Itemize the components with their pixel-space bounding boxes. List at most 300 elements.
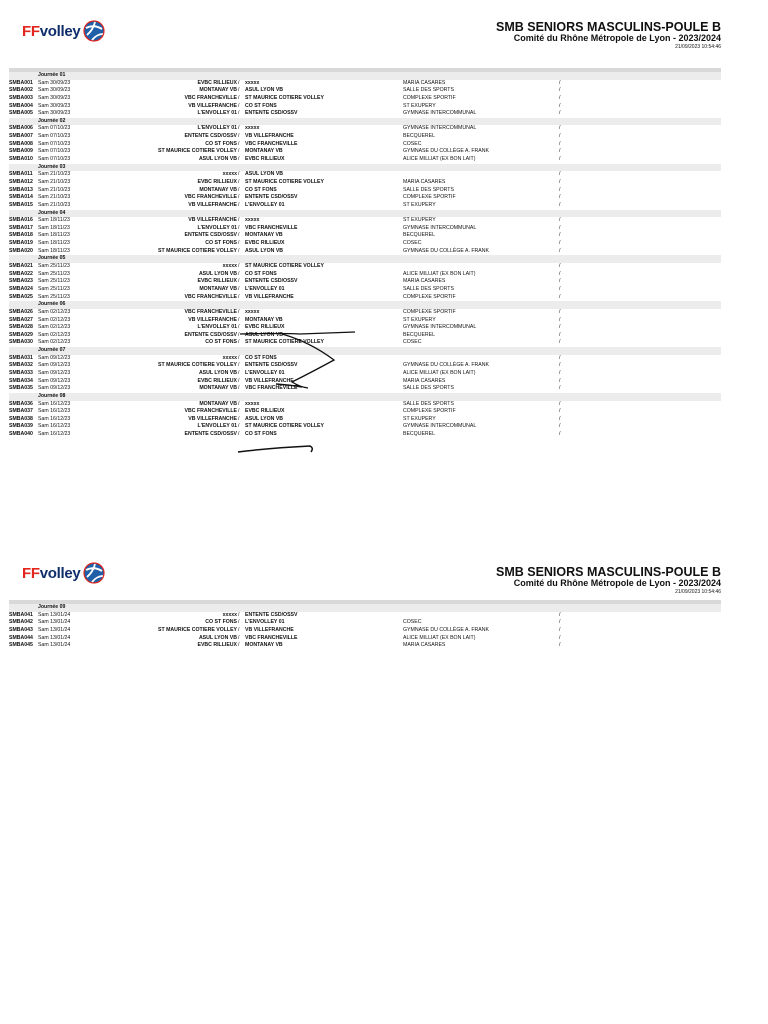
result-cell: / <box>559 369 561 376</box>
venue: GYMNASE INTERCOMMUNAL <box>403 224 477 231</box>
match-code: SMBA027 <box>9 316 33 323</box>
result-cell: / <box>559 285 561 292</box>
away-team: EVBC RILLIEUX <box>245 156 285 163</box>
team-separator: / <box>238 194 240 201</box>
match-code: SMBA041 <box>9 611 33 618</box>
team-separator: / <box>238 611 240 618</box>
away-team: ENTENTE CSD/OSSV <box>245 194 298 201</box>
away-team: ENTENTE CSD/OSSV <box>245 362 298 369</box>
team-separator: / <box>238 324 240 331</box>
away-team: CO ST FONS <box>245 102 277 109</box>
home-team: EVBC RILLIEUX <box>197 79 237 86</box>
result-cell: / <box>559 217 561 224</box>
venue: MARIA CASARES <box>403 377 446 384</box>
match-date: Sam 30/09/23 <box>38 87 71 94</box>
result-cell: / <box>559 186 561 193</box>
match-row <box>9 362 721 370</box>
match-row <box>9 408 721 416</box>
match-row <box>9 619 721 627</box>
venue: GYMNASE INTERCOMMUNAL <box>403 324 477 331</box>
home-team: MONTANAY VB <box>199 186 237 193</box>
team-separator: / <box>238 247 240 254</box>
match-date: Sam 18/11/23 <box>38 247 70 254</box>
venue: BECQUEREL <box>403 331 435 338</box>
match-code: SMBA039 <box>9 423 33 430</box>
match-row <box>9 423 721 431</box>
match-code: SMBA016 <box>9 217 33 224</box>
team-separator: / <box>238 156 240 163</box>
away-team: CO ST FONS <box>245 186 277 193</box>
result-cell: / <box>559 110 561 117</box>
away-team: L'ENVOLLEY 01 <box>245 201 285 208</box>
match-code: SMBA030 <box>9 339 33 346</box>
match-row <box>9 370 721 378</box>
result-cell: / <box>559 619 561 626</box>
match-code: SMBA028 <box>9 324 33 331</box>
ffvolley-logo: FFvolley <box>22 20 105 42</box>
home-team: xxxxx <box>222 611 237 618</box>
match-code: SMBA014 <box>9 194 33 201</box>
team-separator: / <box>238 642 240 649</box>
page-title: SMB SENIORS MASCULINS-POULE B <box>495 20 721 34</box>
home-team: MONTANAY VB <box>199 400 237 407</box>
match-row <box>9 87 721 95</box>
result-cell: / <box>559 194 561 201</box>
page-title: SMB SENIORS MASCULINS-POULE B <box>495 565 721 579</box>
match-date: Sam 09/12/23 <box>38 385 71 392</box>
result-cell: / <box>559 362 561 369</box>
result-cell: / <box>559 339 561 346</box>
team-separator: / <box>238 125 240 132</box>
match-code: SMBA015 <box>9 201 33 208</box>
team-separator: / <box>238 140 240 147</box>
venue: SALLE DES SPORTS <box>403 385 454 392</box>
result-cell: / <box>559 133 561 140</box>
away-team: VBC FRANCHEVILLE <box>245 634 298 641</box>
match-row <box>9 416 721 424</box>
match-date: Sam 25/11/23 <box>38 293 70 300</box>
venue: COMPLEXE SPORTIF <box>403 408 456 415</box>
journee-header <box>9 72 721 80</box>
result-cell: / <box>559 385 561 392</box>
home-team: xxxxx <box>222 263 237 270</box>
home-team: L'ENVOLLEY 01 <box>197 224 237 231</box>
match-date: Sam 02/12/23 <box>38 324 71 331</box>
match-code: SMBA036 <box>9 400 33 407</box>
result-cell: / <box>559 408 561 415</box>
away-team: VBC FRANCHEVILLE <box>245 224 298 231</box>
result-cell: / <box>559 377 561 384</box>
match-date: Sam 25/11/23 <box>38 270 70 277</box>
match-row <box>9 642 721 650</box>
result-cell: / <box>559 293 561 300</box>
team-separator: / <box>238 308 240 315</box>
match-row <box>9 263 721 271</box>
venue: COSEC <box>403 339 422 346</box>
journee-label: Journée 07 <box>38 347 66 354</box>
match-code: SMBA006 <box>9 125 33 132</box>
team-separator: / <box>238 232 240 239</box>
result-cell: / <box>559 263 561 270</box>
match-row <box>9 80 721 88</box>
result-cell: / <box>559 140 561 147</box>
match-date: Sam 13/01/24 <box>38 611 71 618</box>
result-cell: / <box>559 278 561 285</box>
journee-header <box>9 604 721 612</box>
away-team: EVBC RILLIEUX <box>245 408 285 415</box>
match-code: SMBA020 <box>9 247 33 254</box>
journee-label: Journée 08 <box>38 392 66 399</box>
result-cell: / <box>559 400 561 407</box>
away-team: MONTANAY VB <box>245 148 283 155</box>
venue: GYMNASE INTERCOMMUNAL <box>403 125 477 132</box>
away-team: VB VILLEFRANCHE <box>245 377 294 384</box>
away-team: ST MAURICE COTIERE VOLLEY <box>245 423 324 430</box>
team-separator: / <box>238 217 240 224</box>
venue: GYMNASE DU COLLÈGE A. FRANK <box>403 626 489 633</box>
match-code: SMBA043 <box>9 626 33 633</box>
team-separator: / <box>238 171 240 178</box>
home-team: VB VILLEFRANCHE <box>188 102 237 109</box>
home-team: ASUL LYON VB <box>198 634 237 641</box>
away-team: ASUL LYON VB <box>245 415 284 422</box>
result-cell: / <box>559 178 561 185</box>
result-cell: / <box>559 201 561 208</box>
away-team: VB VILLEFRANCHE <box>245 293 294 300</box>
match-date: Sam 30/09/23 <box>38 94 71 101</box>
result-cell: / <box>559 87 561 94</box>
generation-date: 21/09/2023 10:54:46 <box>675 589 721 595</box>
match-date: Sam 25/11/23 <box>38 285 70 292</box>
home-team: ENTENTE CSD/OSSV <box>184 431 237 438</box>
match-date: Sam 02/12/23 <box>38 316 71 323</box>
result-cell: / <box>559 611 561 618</box>
away-team: MONTANAY VB <box>245 642 283 649</box>
venue: COSEC <box>403 619 422 626</box>
match-row <box>9 202 721 210</box>
home-team: EVBC RILLIEUX <box>197 278 237 285</box>
result-cell: / <box>559 316 561 323</box>
match-date: Sam 21/10/23 <box>38 201 71 208</box>
team-separator: / <box>238 339 240 346</box>
home-team: ASUL LYON VB <box>198 156 237 163</box>
result-cell: / <box>559 232 561 239</box>
away-team: MONTANAY VB <box>245 232 283 239</box>
match-code: SMBA045 <box>9 642 33 649</box>
schedule-table <box>9 68 721 439</box>
ffvolley-logo: FFvolley <box>22 562 105 584</box>
journee-header <box>9 393 721 401</box>
journee-label: Journée 02 <box>38 117 66 124</box>
home-team: L'ENVOLLEY 01 <box>197 125 237 132</box>
result-cell: / <box>559 324 561 331</box>
venue: ST EXUPERY <box>403 217 436 224</box>
home-team: L'ENVOLLEY 01 <box>197 423 237 430</box>
match-code: SMBA017 <box>9 224 33 231</box>
team-separator: / <box>238 400 240 407</box>
home-team: L'ENVOLLEY 01 <box>197 110 237 117</box>
match-date: Sam 18/11/23 <box>38 217 70 224</box>
team-separator: / <box>238 110 240 117</box>
team-separator: / <box>238 362 240 369</box>
match-row <box>9 225 721 233</box>
venue: GYMNASE INTERCOMMUNAL <box>403 110 477 117</box>
match-row <box>9 194 721 202</box>
home-team: VB VILLEFRANCHE <box>188 316 237 323</box>
away-team: EVBC RILLIEUX <box>245 240 285 247</box>
venue: GYMNASE DU COLLÈGE A. FRANK <box>403 247 489 254</box>
match-code: SMBA029 <box>9 331 33 338</box>
team-separator: / <box>238 278 240 285</box>
match-code: SMBA007 <box>9 133 33 140</box>
result-cell: / <box>559 94 561 101</box>
match-code: SMBA038 <box>9 415 33 422</box>
away-team: VBC FRANCHEVILLE <box>245 385 298 392</box>
match-date: Sam 16/12/23 <box>38 415 71 422</box>
team-separator: / <box>238 270 240 277</box>
result-cell: / <box>559 431 561 438</box>
result-cell: / <box>559 125 561 132</box>
venue: MARIA CASARES <box>403 278 446 285</box>
home-team: EVBC RILLIEUX <box>197 642 237 649</box>
match-date: Sam 09/12/23 <box>38 362 71 369</box>
home-team: VBC FRANCHEVILLE <box>184 194 237 201</box>
match-row <box>9 294 721 302</box>
match-code: SMBA042 <box>9 619 33 626</box>
match-code: SMBA019 <box>9 240 33 247</box>
team-separator: / <box>238 285 240 292</box>
match-date: Sam 18/11/23 <box>38 224 70 231</box>
home-team: VBC FRANCHEVILLE <box>184 293 237 300</box>
match-date: Sam 18/11/23 <box>38 240 70 247</box>
away-team: VBC FRANCHEVILLE <box>245 140 298 147</box>
result-cell: / <box>559 270 561 277</box>
match-row <box>9 125 721 133</box>
match-row <box>9 248 721 256</box>
home-team: MONTANAY VB <box>199 87 237 94</box>
journee-label: Journée 04 <box>38 209 66 216</box>
away-team: xxxxx <box>245 125 260 132</box>
journee-label: Journée 05 <box>38 255 66 262</box>
match-code: SMBA025 <box>9 293 33 300</box>
team-separator: / <box>238 102 240 109</box>
match-date: Sam 13/01/24 <box>38 634 71 641</box>
team-separator: / <box>238 354 240 361</box>
match-row <box>9 187 721 195</box>
match-row <box>9 156 721 164</box>
away-team: VB VILLEFRANCHE <box>245 626 294 633</box>
match-date: Sam 07/10/23 <box>38 156 71 163</box>
team-separator: / <box>238 415 240 422</box>
match-row <box>9 286 721 294</box>
result-cell: / <box>559 415 561 422</box>
home-team: EVBC RILLIEUX <box>197 178 237 185</box>
match-date: Sam 09/12/23 <box>38 377 71 384</box>
match-row <box>9 95 721 103</box>
match-row <box>9 332 721 340</box>
match-code: SMBA010 <box>9 156 33 163</box>
match-row <box>9 232 721 240</box>
match-date: Sam 13/01/24 <box>38 642 71 649</box>
match-code: SMBA034 <box>9 377 33 384</box>
match-code: SMBA040 <box>9 431 33 438</box>
match-code: SMBA031 <box>9 354 33 361</box>
venue: SALLE DES SPORTS <box>403 87 454 94</box>
team-separator: / <box>238 87 240 94</box>
match-code: SMBA026 <box>9 308 33 315</box>
away-team: VB VILLEFRANCHE <box>245 133 294 140</box>
match-code: SMBA035 <box>9 385 33 392</box>
home-team: MONTANAY VB <box>199 385 237 392</box>
match-code: SMBA011 <box>9 171 33 178</box>
team-separator: / <box>238 377 240 384</box>
away-team: ENTENTE CSD/OSSV <box>245 611 298 618</box>
match-row <box>9 339 721 347</box>
match-date: Sam 02/12/23 <box>38 308 71 315</box>
result-cell: / <box>559 423 561 430</box>
match-code: SMBA044 <box>9 634 33 641</box>
venue: SALLE DES SPORTS <box>403 285 454 292</box>
away-team: xxxxx <box>245 79 260 86</box>
team-separator: / <box>238 626 240 633</box>
away-team: ST MAURICE COTIERE VOLLEY <box>245 263 324 270</box>
venue: MARIA CASARES <box>403 178 446 185</box>
schedule-table <box>9 600 721 650</box>
match-date: Sam 16/12/23 <box>38 400 71 407</box>
journee-header <box>9 210 721 218</box>
match-date: Sam 13/01/24 <box>38 626 71 633</box>
result-cell: / <box>559 308 561 315</box>
venue: GYMNASE DU COLLÈGE A. FRANK <box>403 362 489 369</box>
match-code: SMBA008 <box>9 140 33 147</box>
result-cell: / <box>559 79 561 86</box>
match-code: SMBA012 <box>9 178 33 185</box>
away-team: xxxxx <box>245 308 260 315</box>
journee-label: Journée 06 <box>38 301 66 308</box>
away-team: ASUL LYON VB <box>245 331 284 338</box>
match-code: SMBA032 <box>9 362 33 369</box>
team-separator: / <box>238 201 240 208</box>
match-date: Sam 07/10/23 <box>38 148 71 155</box>
match-date: Sam 16/12/23 <box>38 431 71 438</box>
match-date: Sam 13/01/24 <box>38 619 71 626</box>
team-separator: / <box>238 423 240 430</box>
journee-header <box>9 347 721 355</box>
result-cell: / <box>559 247 561 254</box>
match-row <box>9 431 721 439</box>
away-team: L'ENVOLLEY 01 <box>245 369 285 376</box>
venue: COMPLEXE SPORTIF <box>403 293 456 300</box>
match-code: SMBA023 <box>9 278 33 285</box>
match-date: Sam 09/12/23 <box>38 354 71 361</box>
match-date: Sam 16/12/23 <box>38 408 71 415</box>
away-team: MONTANAY VB <box>245 316 283 323</box>
match-code: SMBA018 <box>9 232 33 239</box>
away-team: xxxxx <box>245 217 260 224</box>
home-team: ASUL LYON VB <box>198 270 237 277</box>
match-code: SMBA022 <box>9 270 33 277</box>
page-subtitle: Comité du Rhône Métropole de Lyon - 2023/2024 <box>513 578 721 588</box>
venue: COSEC <box>403 240 422 247</box>
home-team: L'ENVOLLEY 01 <box>197 324 237 331</box>
journee-header <box>9 255 721 263</box>
match-date: Sam 30/09/23 <box>38 110 71 117</box>
away-team: ENTENTE CSD/OSSV <box>245 278 298 285</box>
match-row <box>9 385 721 393</box>
home-team: VB VILLEFRANCHE <box>188 201 237 208</box>
venue: SALLE DES SPORTS <box>403 400 454 407</box>
home-team: ASUL LYON VB <box>198 369 237 376</box>
venue: ALICE MILLIAT (EX BON LAIT) <box>403 270 476 277</box>
away-team: ST MAURICE COTIERE VOLLEY <box>245 94 324 101</box>
team-separator: / <box>238 408 240 415</box>
match-code: SMBA024 <box>9 285 33 292</box>
home-team: CO ST FONS <box>205 339 237 346</box>
match-date: Sam 21/10/23 <box>38 186 71 193</box>
home-team: ENTENTE CSD/OSSV <box>184 133 237 140</box>
venue: ST EXUPERY <box>403 415 436 422</box>
home-team: CO ST FONS <box>205 619 237 626</box>
match-row <box>9 378 721 386</box>
match-date: Sam 21/10/23 <box>38 178 71 185</box>
match-row <box>9 240 721 248</box>
home-team: VBC FRANCHEVILLE <box>184 308 237 315</box>
home-team: CO ST FONS <box>205 140 237 147</box>
home-team: xxxxx <box>222 354 237 361</box>
team-separator: / <box>238 94 240 101</box>
venue: ST EXUPERY <box>403 316 436 323</box>
team-separator: / <box>238 431 240 438</box>
match-row <box>9 271 721 279</box>
match-row <box>9 612 721 620</box>
generation-date: 21/09/2023 10:54:46 <box>675 44 721 50</box>
team-separator: / <box>238 240 240 247</box>
match-row <box>9 317 721 325</box>
home-team: CO ST FONS <box>205 240 237 247</box>
result-cell: / <box>559 331 561 338</box>
match-date: Sam 16/12/23 <box>38 423 71 430</box>
match-row <box>9 355 721 363</box>
match-code: SMBA009 <box>9 148 33 155</box>
home-team: ST MAURICE COTIERE VOLLEY <box>158 247 237 254</box>
match-date: Sam 07/10/23 <box>38 125 71 132</box>
match-date: Sam 25/11/23 <box>38 263 70 270</box>
away-team: CO ST FONS <box>245 354 277 361</box>
venue: COSEC <box>403 140 422 147</box>
venue: GYMNASE INTERCOMMUNAL <box>403 423 477 430</box>
match-code: SMBA033 <box>9 369 33 376</box>
away-team: CO ST FONS <box>245 270 277 277</box>
home-team: ENTENTE CSD/OSSV <box>184 232 237 239</box>
home-team: MONTANAY VB <box>199 285 237 292</box>
team-separator: / <box>238 316 240 323</box>
venue: ALICE MILLIAT (EX BON LAIT) <box>403 634 476 641</box>
result-cell: / <box>559 224 561 231</box>
venue: GYMNASE DU COLLÈGE A. FRANK <box>403 148 489 155</box>
match-row <box>9 133 721 141</box>
team-separator: / <box>238 79 240 86</box>
match-code: SMBA021 <box>9 263 33 270</box>
away-team: ST MAURICE COTIERE VOLLEY <box>245 178 324 185</box>
away-team: ASUL LYON VB <box>245 87 284 94</box>
match-row <box>9 324 721 332</box>
match-date: Sam 09/12/23 <box>38 369 71 376</box>
away-team: ST MAURICE COTIERE VOLLEY <box>245 339 324 346</box>
team-separator: / <box>238 293 240 300</box>
venue: COMPLEXE SPORTIF <box>403 194 456 201</box>
match-date: Sam 18/11/23 <box>38 232 70 239</box>
home-team: VBC FRANCHEVILLE <box>184 94 237 101</box>
